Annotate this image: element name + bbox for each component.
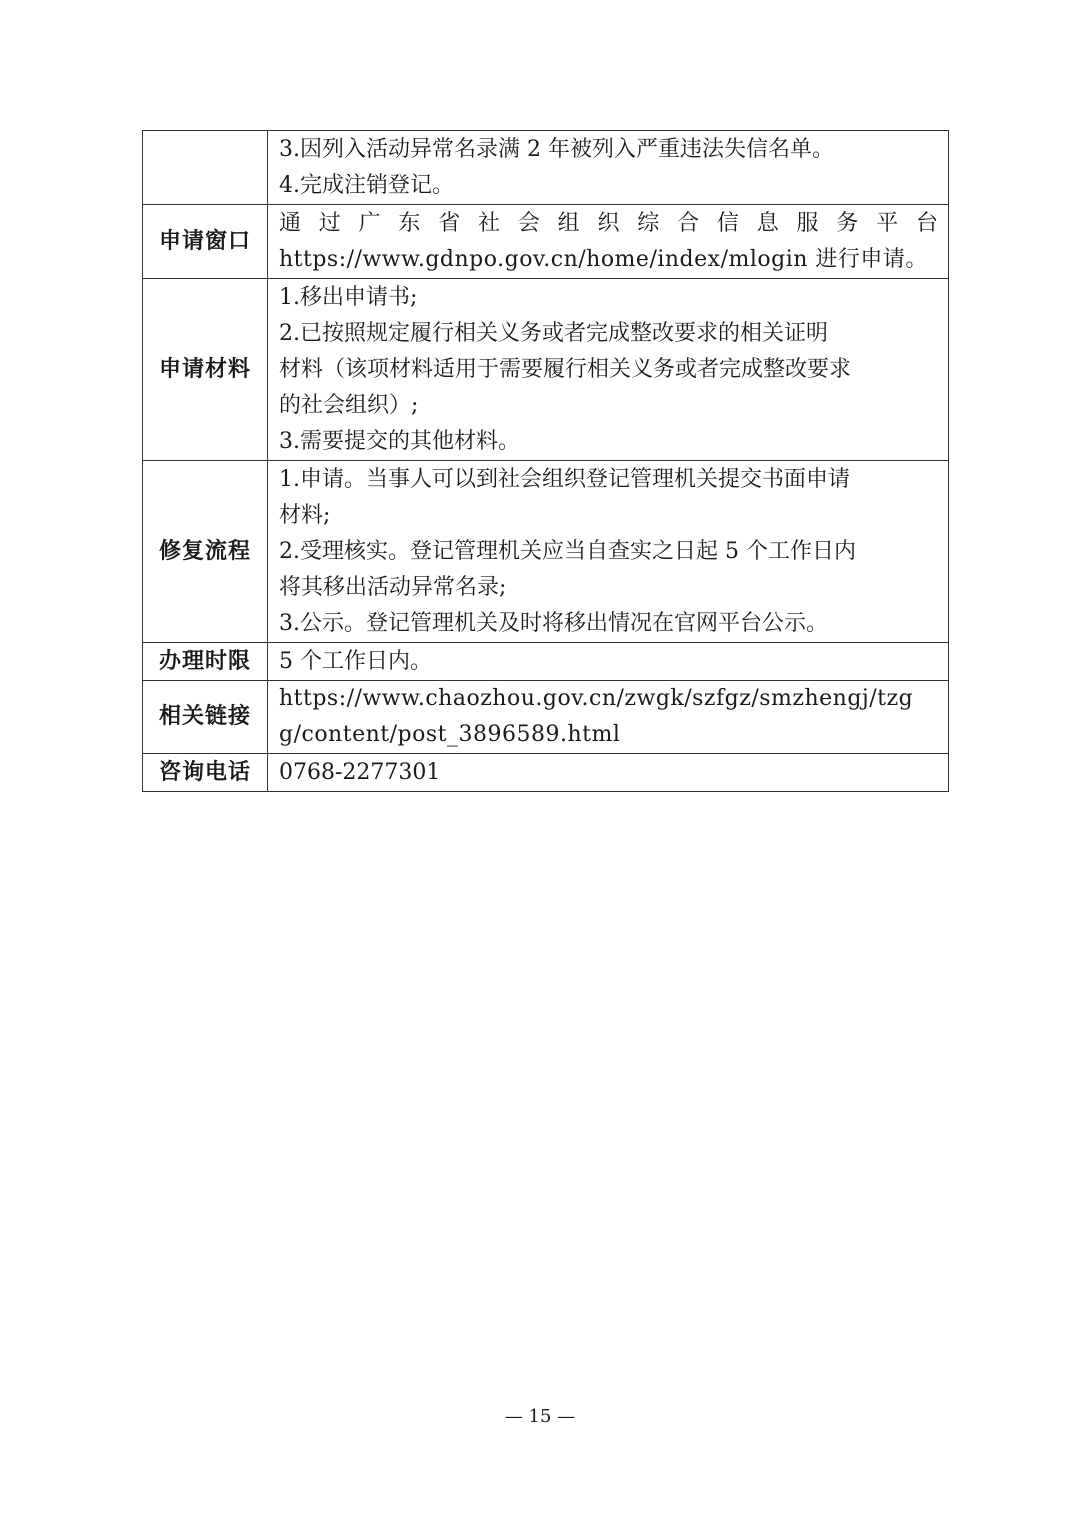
content-line: 1.移出申请书; [279,284,418,310]
table-row-application-window [143,205,949,279]
application-link[interactable]: https://www.gdnpo.gov.cn/home/index/mlogin 进行申请。 [279,246,928,272]
row-content [268,279,949,461]
related-link[interactable]: https://www.chaozhou.gov.cn/zwgk/szfgz/smzhengj/tzg [279,686,914,711]
related-link-continued[interactable]: g/content/post_3896589.html [279,722,621,747]
content-line: 3.公示。登记管理机关及时将移出情况在官网平台公示。 [279,610,828,636]
info-table [142,130,949,792]
page-number: — 15 — [504,1406,576,1427]
row-content [268,131,949,205]
table-row-consult-phone [143,754,949,792]
row-content [268,681,949,754]
content-line: 材料（该项材料适用于需要履行相关义务或者完成整改要求 [279,356,852,382]
row-label: 相关链接 [143,681,268,754]
content-line: 3.需要提交的其他材料。 [279,428,520,454]
row-content [268,461,949,643]
row-label: 修复流程 [143,461,268,643]
row-label: 办理时限 [143,643,268,681]
row-label: 咨询电话 [143,754,268,792]
content-line: 将其移出活动异常名录; [279,574,507,600]
phone-number: 0768-2277301 [279,759,441,785]
table-row-continuation [143,131,949,205]
content-line: 4.完成注销登记。 [279,172,454,198]
row-label [143,131,268,205]
content-line: 2.已按照规定履行相关义务或者完成整改要求的相关证明 [279,320,828,346]
table-row-time-limit [143,643,949,681]
content-line: 的社会组织）; [279,392,419,418]
content-line: 通过广东省社会组织综合信息服务平台 [279,210,938,236]
row-label: 申请窗口 [143,205,268,279]
table-row-repair-process [143,461,949,643]
row-content [268,754,949,792]
table-row-related-link [143,681,949,754]
content-line: 5 个工作日内。 [279,648,432,674]
table-row-application-materials [143,279,949,461]
content-line: 3.因列入活动异常名录满 2 年被列入严重违法失信名单。 [279,136,834,162]
content-line: 1.申请。当事人可以到社会组织登记管理机关提交书面申请 [279,466,850,492]
content-line: 2.受理核实。登记管理机关应当自查实之日起 5 个工作日内 [279,538,856,564]
row-content [268,205,949,279]
row-content [268,643,949,681]
content-line: 材料; [279,502,331,528]
row-label: 申请材料 [143,279,268,461]
